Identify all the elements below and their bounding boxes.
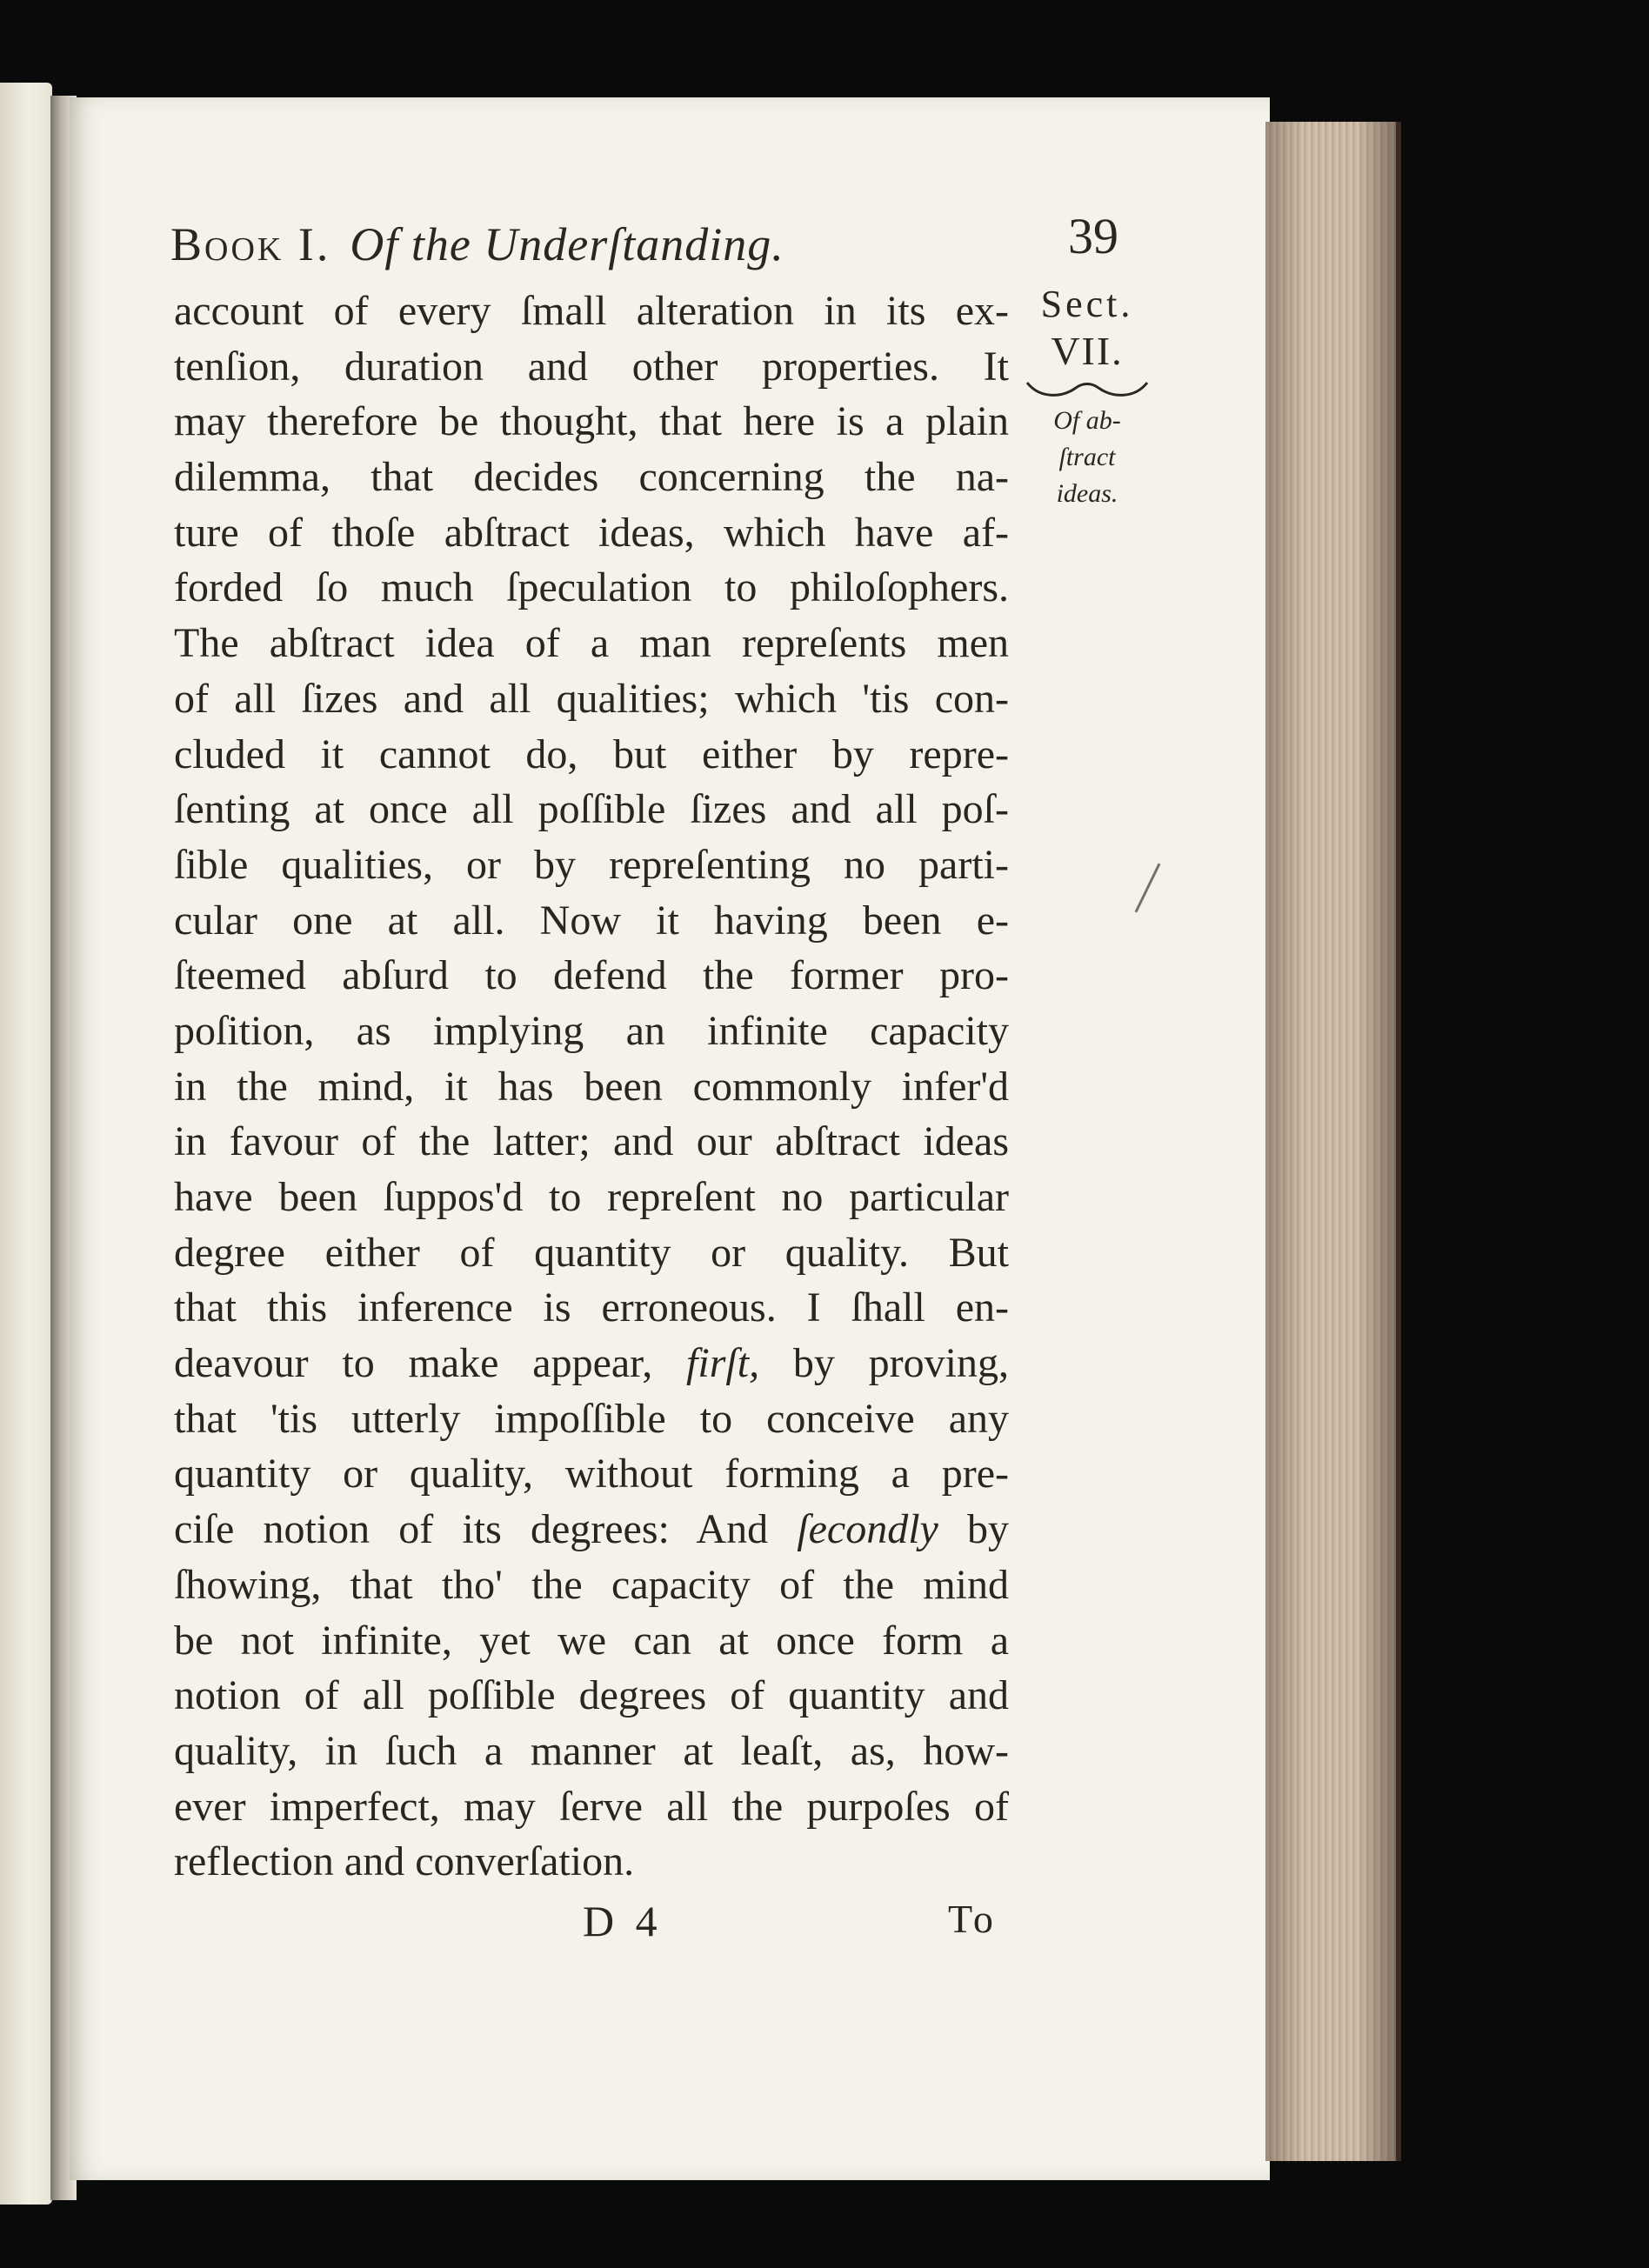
- text-line: poſition, as implying an infinite capacity: [174, 1007, 1009, 1054]
- margin-note: [1009, 280, 1165, 511]
- signature-mark: D 4: [583, 1897, 663, 1945]
- book-label: Book I.: [170, 218, 331, 270]
- text-line: ſhowing, that tho' the capacity of the mind: [174, 1561, 1009, 1608]
- catchword: To: [948, 1897, 997, 1941]
- text-line: forded ſo much ſpeculation to philoſophers.: [174, 564, 1009, 611]
- text-segment: by proving,: [759, 1340, 1009, 1387]
- margin-note-line: ideas.: [1056, 479, 1118, 508]
- text-line: in favour of the latter; and our abſtract ideas: [174, 1118, 1009, 1165]
- text-line: that this inference is erroneous. I ſhall en-: [174, 1284, 1009, 1331]
- text-line: reflection and converſation.: [174, 1838, 635, 1885]
- text-line: ſenting at once all poſſible ſizes and all poſ-: [174, 786, 1009, 833]
- text-line: be not infinite, yet we can at once form a: [174, 1617, 1009, 1664]
- text-line: ever imperfect, may ſerve all the purpoſes of: [174, 1783, 1009, 1830]
- body-text: [174, 284, 1009, 1890]
- text-line: cluded it cannot do, but either by repre-: [174, 730, 1009, 777]
- text-line: of all ſizes and all qualities; which 'tis con-: [174, 675, 1009, 722]
- text-line: [174, 1502, 1009, 1558]
- page-block-shadow: [1265, 122, 1396, 2161]
- section-label: Sect.: [1040, 283, 1134, 325]
- margin-note-line: ſtract: [1058, 443, 1116, 471]
- text-line: may therefore be thought, that here is a plain: [174, 398, 1009, 445]
- text-line: have been ſuppos'd to repreſent no particular: [174, 1174, 1009, 1220]
- page-header: [170, 207, 1118, 285]
- text-line: [174, 1336, 1009, 1391]
- left-page-edge: [0, 83, 52, 2205]
- text-line: cular one at all. Now it having been e-: [174, 897, 1009, 944]
- text-line: account of every ſmall alteration in its ex-: [174, 288, 1009, 334]
- italic-word: ſecondly: [797, 1506, 938, 1553]
- text-line: that 'tis utterly impoſſible to conceive any: [174, 1395, 1009, 1442]
- book-title: Of the Underſtanding.: [350, 218, 784, 270]
- text-line: tenſion, duration and other properties. It: [174, 343, 1009, 390]
- text-line: quantity or quality, without forming a pre-: [174, 1451, 1009, 1498]
- text-segment: deavour to make appear,: [174, 1340, 687, 1387]
- text-line: in the mind, it has been commonly infer'd: [174, 1063, 1009, 1110]
- margin-note-line: Of ab-: [1053, 406, 1121, 435]
- text-line: dilemma, that decides concerning the na-: [174, 454, 1009, 501]
- text-segment: by: [938, 1506, 1010, 1553]
- section-number: VII.: [1051, 329, 1124, 373]
- running-head: [170, 217, 784, 271]
- text-line: ſteemed abſurd to defend the former pro-: [174, 952, 1009, 999]
- text-line: The abſtract idea of a man repreſents men: [174, 620, 1009, 667]
- curly-brace-icon: [1022, 379, 1152, 402]
- text-line: notion of all poſſible degrees of quantity and: [174, 1672, 1009, 1719]
- text-line: quality, in ſuch a manner at leaſt, as, how-: [174, 1727, 1009, 1774]
- text-segment: ciſe notion of its degrees: And: [174, 1506, 798, 1553]
- text-line: degree either of quantity or quality. But: [174, 1229, 1009, 1276]
- italic-word: firſt,: [686, 1340, 760, 1387]
- text-line: ſible qualities, or by repreſenting no parti-: [174, 841, 1009, 888]
- page-number: 39: [1068, 208, 1118, 264]
- text-line: ture of thoſe abſtract ideas, which have af-: [174, 509, 1009, 556]
